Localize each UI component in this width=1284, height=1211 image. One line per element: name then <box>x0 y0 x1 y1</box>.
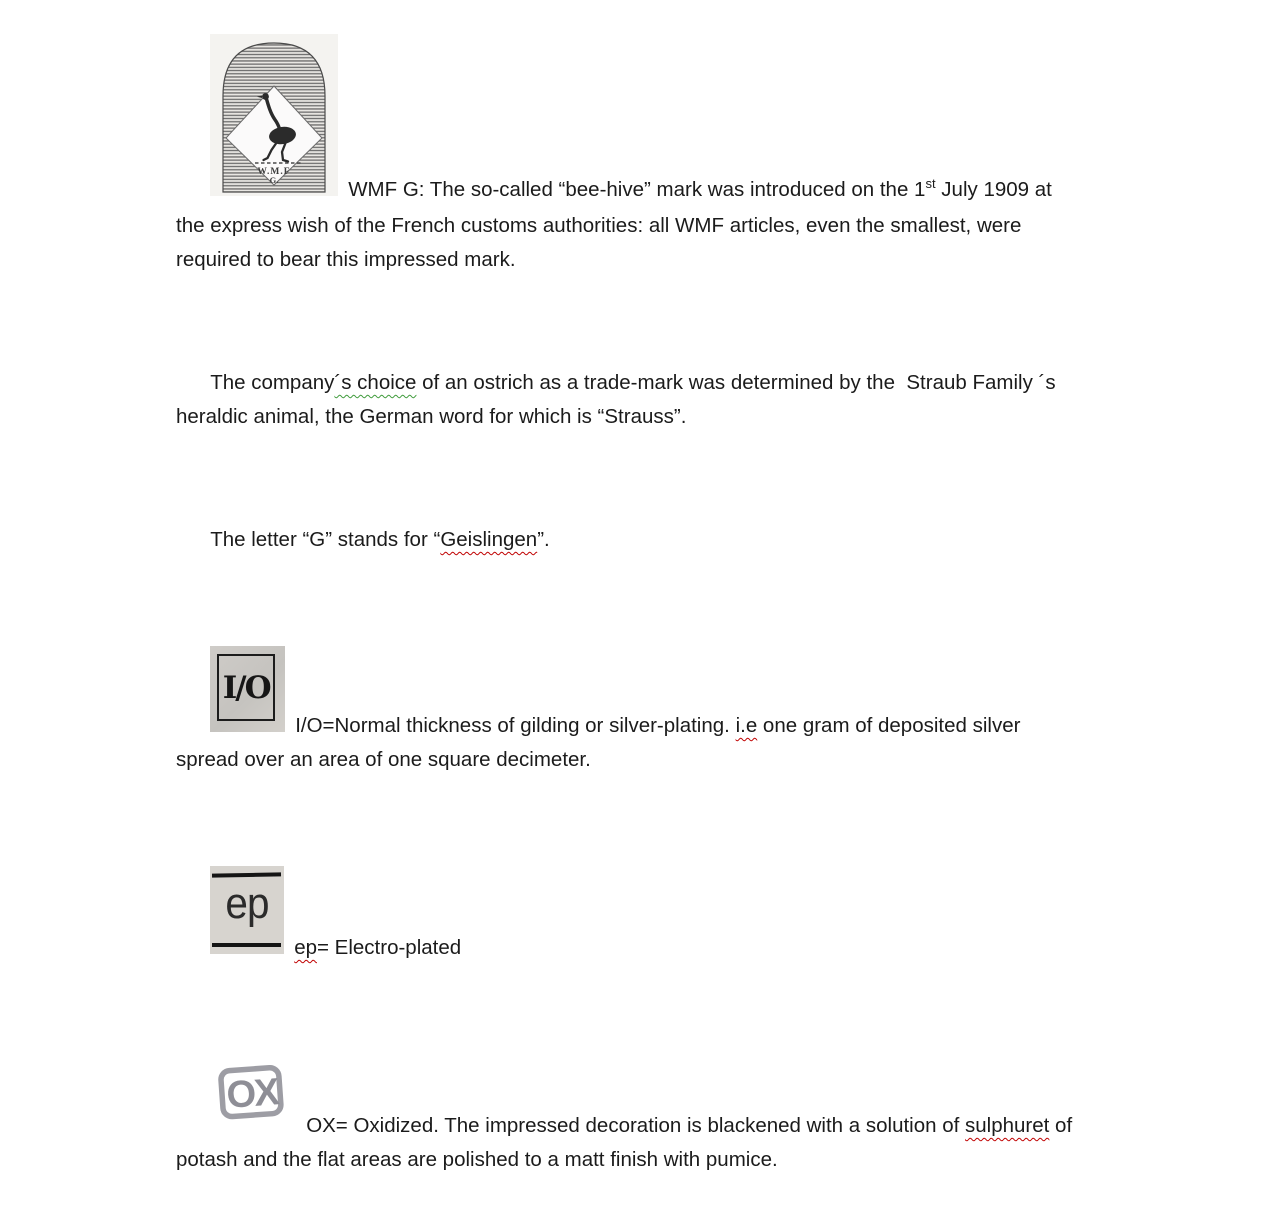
paragraph-text: The letter “G” stands for “ <box>210 528 441 551</box>
paragraph-beehive-intro <box>176 0 1080 311</box>
paragraph-text: The company <box>210 371 335 394</box>
paragraph-text: WMF G: The so-called “bee-hive” mark was introduced on the 1 <box>348 178 926 201</box>
spelling-flagged-text: Geislingen <box>440 528 538 551</box>
ep-mark-image <box>210 866 284 954</box>
ox-mark-label: OX <box>225 1071 280 1117</box>
beehive-mark-svg <box>210 34 338 196</box>
paragraph-ep-mark <box>176 832 1080 999</box>
beehive-mark-image <box>210 34 338 207</box>
ox-mark-svg <box>210 1054 296 1132</box>
grammar-flagged-text: ´s choice <box>334 371 417 394</box>
spelling-flagged-text: ep <box>294 936 317 959</box>
ep-mark-label: ep <box>225 879 269 928</box>
beehive-wmf-text: W.M.F <box>257 167 291 177</box>
io-mark-label: I/O <box>217 654 275 721</box>
paragraph-text: OX= Oxidized. The impressed decoration is blackened with a solution of <box>306 1114 966 1137</box>
spelling-flagged-text: i.e <box>735 714 758 737</box>
paragraph-text: of potash and the flat areas are polished to a matt finish with pumice. <box>176 1114 1078 1171</box>
paragraph-text: I/O=Normal thickness of gilding or silver-plating. <box>295 714 736 737</box>
paragraph-ostrich-trademark <box>176 332 1080 468</box>
superscript-st: st <box>925 176 936 191</box>
document-content <box>176 0 1080 1211</box>
ox-mark-image <box>210 1054 296 1132</box>
paragraph-io-mark <box>176 612 1080 811</box>
io-mark-image <box>210 646 285 732</box>
paragraph-text: ”. <box>537 528 550 551</box>
ep-bottom-line <box>212 943 281 947</box>
spelling-flagged-text: sulphuret <box>965 1114 1050 1137</box>
paragraph-ox-mark <box>176 1020 1080 1211</box>
paragraph-text: one gram of deposited silver spread over an area of one square decimeter. <box>176 714 1027 771</box>
ep-top-line <box>212 872 281 877</box>
paragraph-text: July 1909 at the express wish of the French customs authorities: all WMF articles, even the smallest, were required to bear this impressed mark. <box>176 178 1058 271</box>
paragraph-text: = Electro-plated <box>317 936 462 959</box>
paragraph-text: of an ostrich as a trade-mark was determined by the Straub Family ´s heraldic animal, the German word for which is “Strauss”. <box>176 371 1062 428</box>
paragraph-letter-g <box>176 489 1080 591</box>
beehive-g-text: G. <box>269 175 279 185</box>
